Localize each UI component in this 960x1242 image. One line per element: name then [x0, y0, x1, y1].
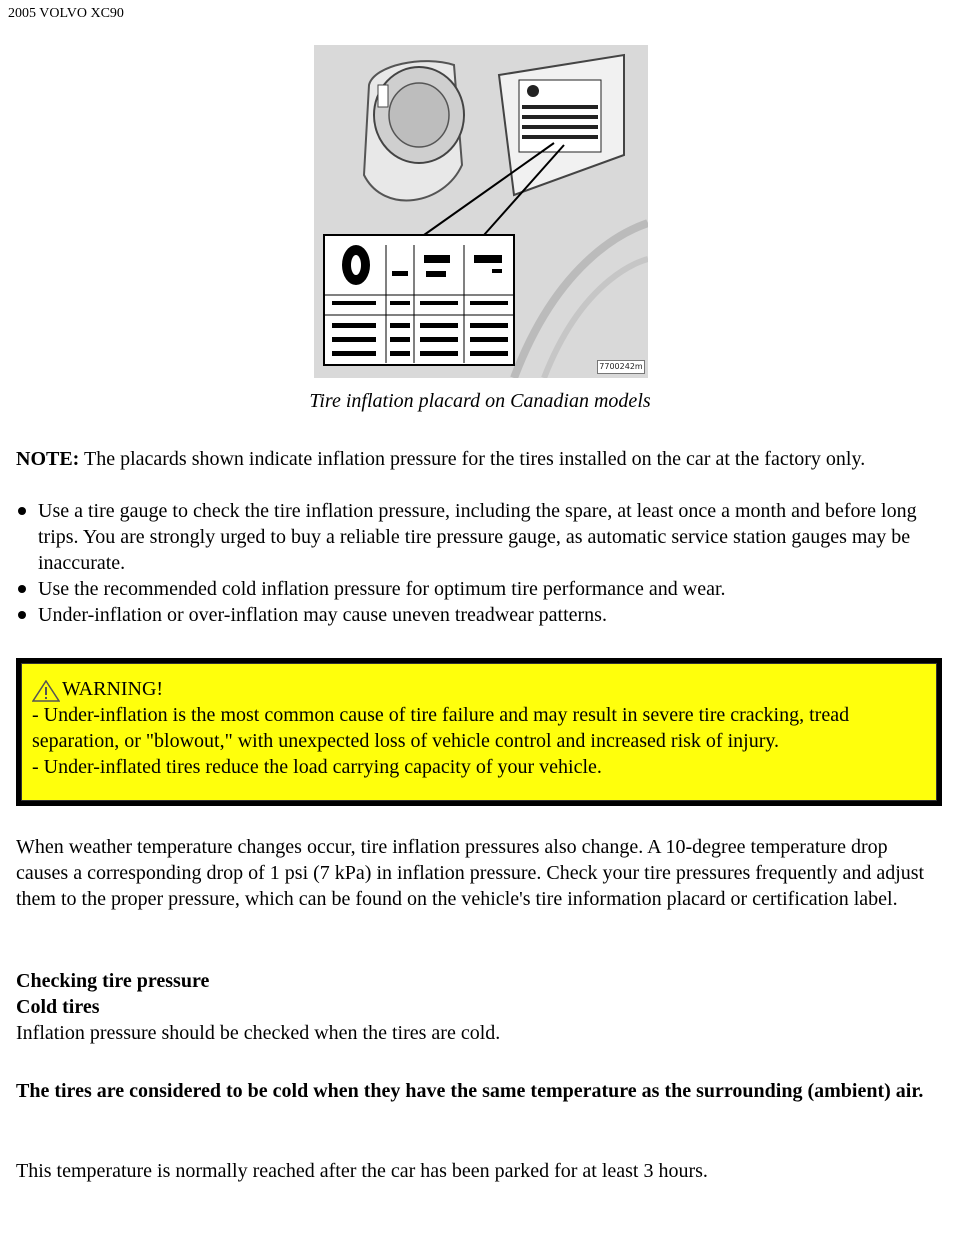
cold-tires-paragraph: Inflation pressure should be checked when the tires are cold.: [16, 1022, 501, 1044]
list-item-text: Use a tire gauge to check the tire inflation pressure, including the spare, at least once a month and before long trips. You are strongly urged to buy a reliable tire pressure gauge, as automatic service station gauges may be inaccurate.: [38, 500, 917, 574]
bullet-icon: [18, 507, 26, 515]
list-item: [16, 576, 941, 602]
list-item-text: Under-inflation or over-inflation may cause uneven treadwear patterns.: [38, 604, 607, 626]
list-item-text: Use the recommended cold inflation pressure for optimum tire performance and wear.: [38, 578, 726, 600]
warning-box: [16, 658, 942, 806]
warning-content: [21, 663, 937, 801]
figure-caption: Tire inflation placard on Canadian models: [309, 390, 651, 412]
warning-line-2: - Under-inflated tires reduce the load carrying capacity of your vehicle.: [32, 756, 602, 778]
cold-definition-paragraph: The tires are considered to be cold when they have the same temperature as the surrounding (ambient) air.: [16, 1080, 924, 1102]
note-text: The placards shown indicate inflation pressure for the tires installed on the car at the factory only.: [79, 448, 866, 470]
warning-line-1: - Under-inflation is the most common cause of tire failure and may result in severe tire cracking, tread separation, or "blowout," with unexpected loss of vehicle control and increased risk of injury.: [32, 704, 850, 752]
warning-triangle-icon: [32, 680, 60, 702]
image-tag: 7700242m: [597, 360, 645, 374]
document-header: 2005 VOLVO XC90: [8, 6, 124, 21]
list-item: [16, 602, 941, 628]
tire-placard-illustration: [314, 45, 648, 378]
placard-drawing: [314, 45, 648, 378]
note-paragraph: [16, 446, 941, 472]
bullet-list: [16, 498, 941, 628]
note-label: NOTE:: [16, 448, 80, 470]
warning-title: WARNING!: [62, 678, 164, 700]
bullet-icon: [18, 585, 26, 593]
list-item: [16, 498, 941, 576]
temperature-paragraph: When weather temperature changes occur, tire inflation pressures also change. A 10-degree temperature drop causes a corresponding drop of 1 psi (7 kPa) in inflation pressure. Check your tire pressures frequently and adjust them to the proper pressure, which can be found on the vehicle's tire information placard or certification label.: [16, 836, 925, 910]
section-title: Checking tire pressure: [16, 970, 210, 992]
warning-heading: [32, 676, 928, 702]
section-subtitle: Cold tires: [16, 996, 100, 1018]
bullet-icon: [18, 611, 26, 619]
section-heading: [16, 968, 941, 1020]
parking-time-paragraph: This temperature is normally reached after the car has been parked for at least 3 hours.: [16, 1160, 708, 1182]
